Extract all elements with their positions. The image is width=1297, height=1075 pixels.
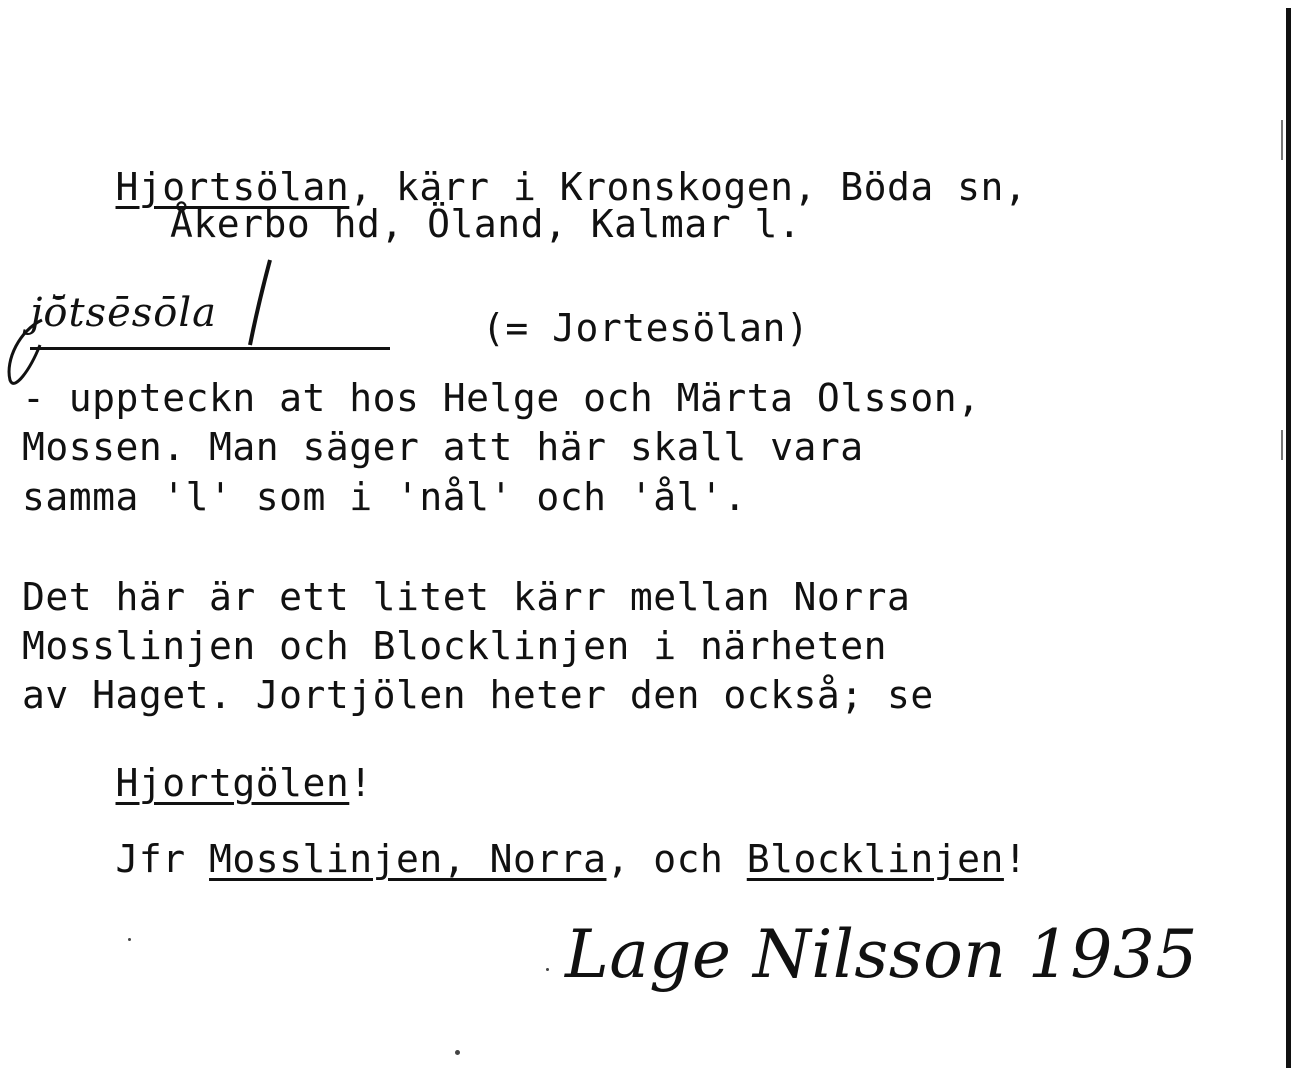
signature [555, 890, 1215, 1040]
phonetic-underline [30, 347, 390, 350]
blocklinjen-link[interactable]: Blocklinjen [746, 837, 1004, 881]
title-rest: , kärr i Kronskogen, Böda sn, [349, 165, 1028, 209]
cross-ref-prefix: Jfr [115, 837, 210, 881]
paper-speck [128, 938, 131, 941]
card-edge-line [1286, 8, 1291, 1068]
hjortgolen-link[interactable]: Hjortgölen [115, 761, 350, 805]
signature-text: Lage Nilsson 1935 [565, 916, 1198, 993]
description-line: Det här är ett litet kärr mellan Norra [22, 575, 911, 619]
phonetic-note: (= Jortesölan) [482, 306, 810, 350]
cross-ref-suffix: ! [1003, 837, 1028, 881]
edge-mark [1281, 430, 1283, 460]
location-line: Åkerbo hd, Öland, Kalmar l. [170, 202, 802, 246]
note-line: - uppteckn at hos Helge och Märta Olsson, [22, 376, 981, 420]
headword-link[interactable]: Hjortsölan [115, 165, 350, 209]
note-line: Mossen. Man säger att här skall vara [22, 425, 864, 469]
description-line: av Haget. Jortjölen heter den också; se [22, 673, 934, 717]
mosslinjen-norra-link[interactable]: Mosslinjen, Norra [209, 837, 607, 881]
description-line: Mosslinjen och Blocklinjen i närheten [22, 624, 887, 668]
paper-speck [455, 1050, 460, 1055]
cross-ref-middle: , och [606, 837, 747, 881]
description-punct: ! [349, 761, 373, 805]
phonetic-text: jō̆tsēsōla [30, 290, 218, 336]
paper-speck [546, 968, 549, 971]
note-line: samma 'l' som i 'nål' och 'ål'. [22, 475, 747, 519]
edge-mark [1281, 120, 1283, 160]
